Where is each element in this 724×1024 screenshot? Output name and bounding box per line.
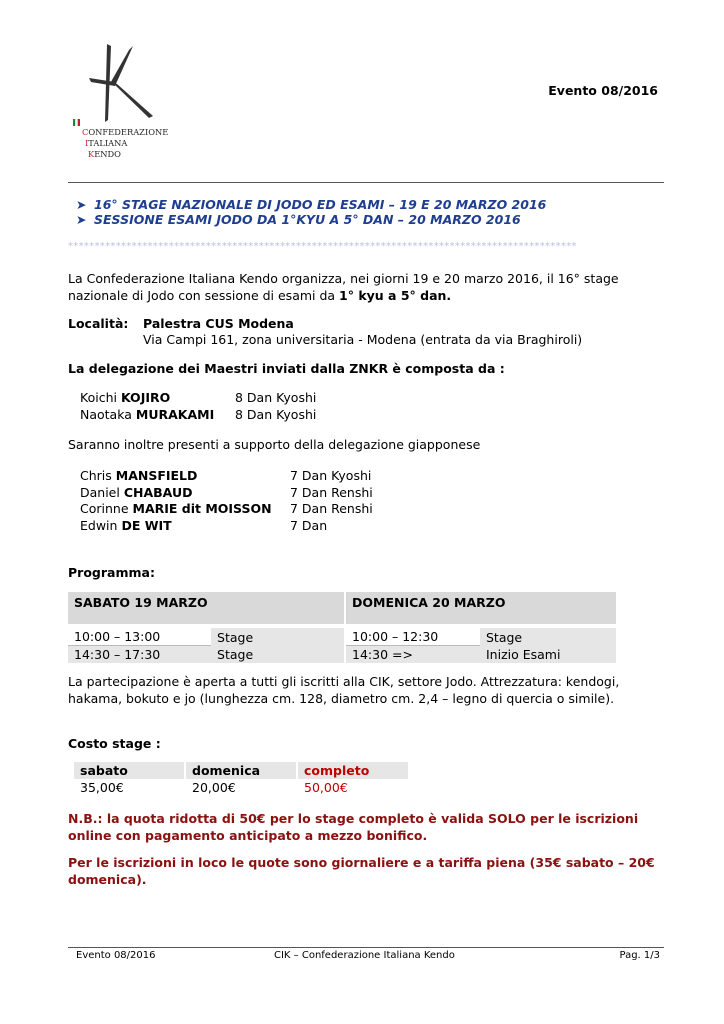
bullet-exams: ➤ SESSIONE ESAMI JODO DA 1°KYU A 5° DAN – 20 MARZO 2016 [76,212,521,227]
program-table [68,592,616,663]
note-onsite-fee: Per le iscrizioni in loco le quote sono giornaliere e a tariffa piena (35€ sabato – 20€ domenica). [68,855,655,887]
logo-wordmark: CONFEDERAZIONE ITALIANA KENDO [82,127,169,159]
footer-center: CIK – Confederazione Italiana Kendo [274,950,455,961]
program-header-sunday: DOMENICA 20 MARZO [346,592,616,624]
program-title: Programma: [68,565,155,580]
support-name: Daniel CHABAUD [80,485,193,500]
stars-separator: ************************************************************************************************ [68,241,577,252]
master-name: Koichi KOJIRO [80,390,171,405]
support-grade: 7 Dan Renshi [290,485,373,500]
cost-header: domenica [186,762,296,779]
support-name: Edwin DE WIT [80,518,172,533]
support-grade: 7 Dan Kyoshi [290,468,372,483]
arrow-right-icon: ➤ [76,212,87,227]
master-grade: 8 Dan Kyoshi [235,407,317,422]
arrow-right-icon: ➤ [76,197,87,212]
cost-value: 20,00€ [192,780,236,795]
table-row [68,646,616,663]
cost-value: 35,00€ [80,780,124,795]
support-grade: 7 Dan Renshi [290,501,373,516]
location-label: Località: [68,316,129,331]
master-name: Naotaka MURAKAMI [80,407,215,422]
footer-divider [68,947,664,948]
cost-value: 50,00€ [304,780,348,795]
support-name: Chris MANSFIELD [80,468,198,483]
intro-paragraph: La Confederazione Italiana Kendo organizza, nei giorni 19 e 20 marzo 2016, il 16° stage nazionale di Jodo con sessione di esami da 1° kyu a 5° dan. [68,271,619,303]
program-activity: Stage [480,628,616,646]
cost-table [74,762,408,796]
program-time: 10:00 – 12:30 [346,628,480,646]
program-time: 14:30 => [346,646,480,663]
program-header-saturday: SABATO 19 MARZO [68,592,344,624]
table-row [68,628,616,646]
cik-logo-mark [85,40,165,125]
cost-header: completo [298,762,408,779]
program-activity: Stage [211,628,344,646]
cost-title: Costo stage : [68,736,161,751]
table-row [74,779,408,796]
program-activity: Stage [211,646,344,663]
program-activity: Inizio Esami [480,646,616,663]
master-grade: 8 Dan Kyoshi [235,390,317,405]
location-address: Via Campi 161, zona universitaria - Modena (entrata da via Braghiroli) [143,332,583,347]
program-time: 14:30 – 17:30 [68,646,211,663]
note-reduced-fee: N.B.: la quota ridotta di 50€ per lo stage completo è valida SOLO per le iscrizioni online con pagamento anticipato a mezzo bonifico. [68,811,639,843]
header-divider [68,182,664,183]
bullet-stage: ➤ 16° STAGE NAZIONALE DI JODO ED ESAMI – 19 E 20 MARZO 2016 [76,197,547,212]
table-row [74,762,408,779]
support-grade: 7 Dan [290,518,328,533]
participation-paragraph: La partecipazione è aperta a tutti gli iscritti alla CIK, settore Jodo. Attrezzatura: kendogi, hakama, bokuto e jo (lunghezza cm. 128, diametro cm. 2,4 – legno di quercia o simile). [68,674,620,706]
page-number: Pag. 1/3 [619,950,660,961]
support-name: Corinne MARIE dit MOISSON [80,501,272,516]
italian-flag-icon [73,119,80,126]
support-intro: Saranno inoltre presenti a supporto della delegazione giapponese [68,437,481,452]
event-reference: Evento 08/2016 [548,83,658,98]
footer-left: Evento 08/2016 [76,950,156,961]
program-time: 10:00 – 13:00 [68,628,211,646]
location-name: Palestra CUS Modena [143,316,294,331]
delegation-title: La delegazione dei Maestri inviati dalla ZNKR è composta da : [68,361,505,376]
cost-header: sabato [74,762,184,779]
